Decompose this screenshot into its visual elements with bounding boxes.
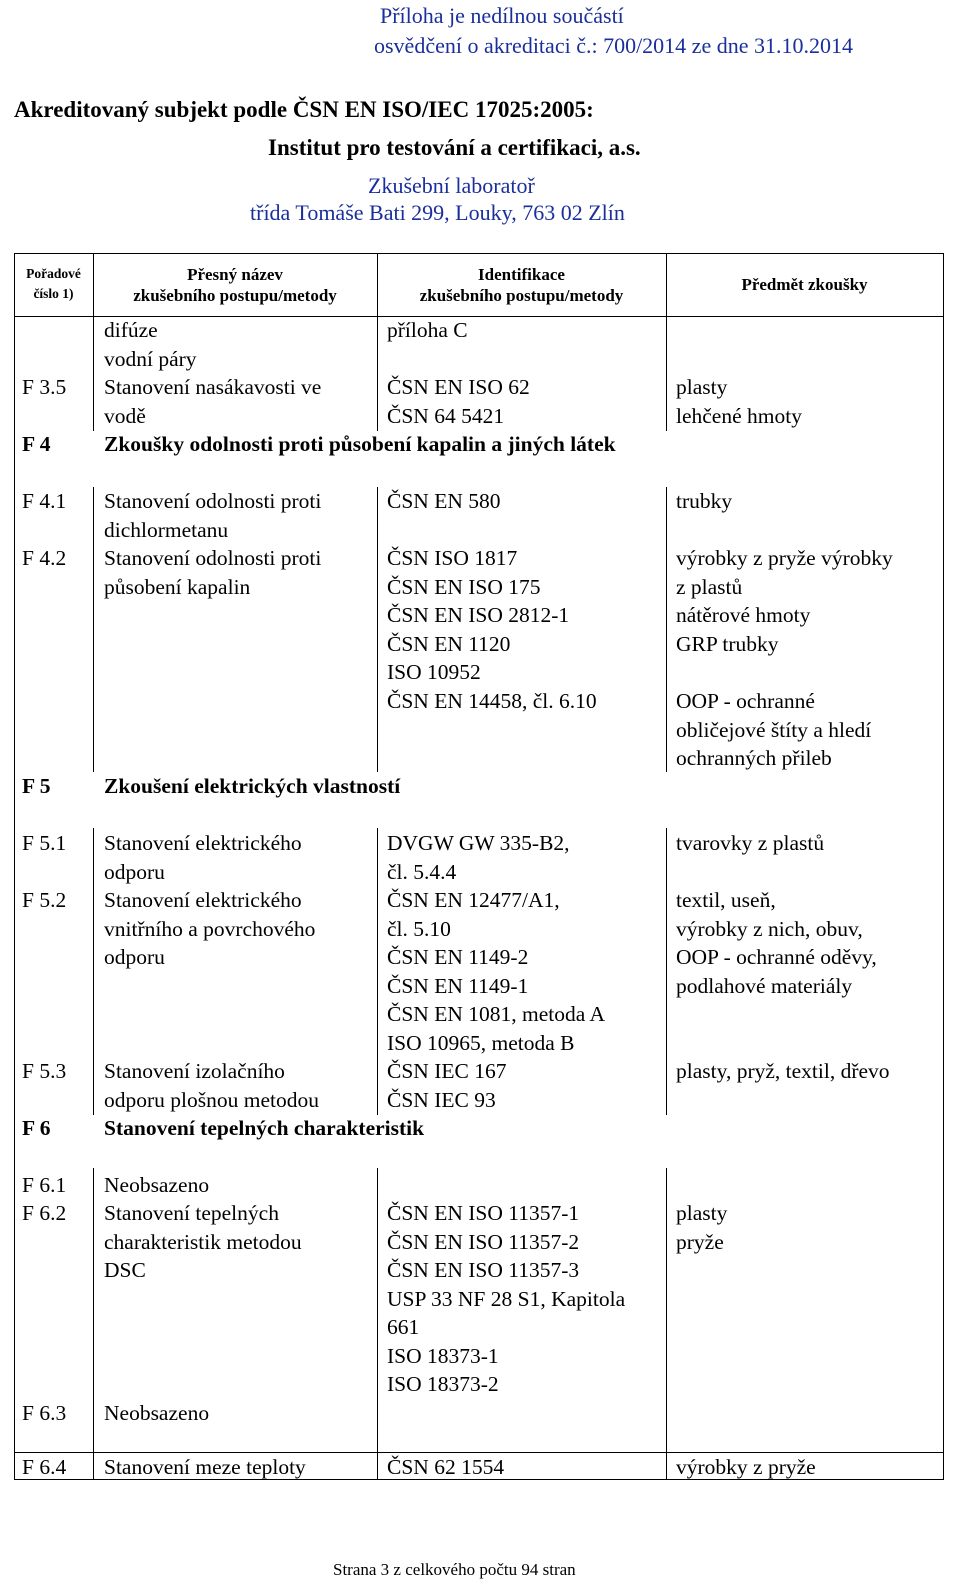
col-subject-header: Předmět zkoušky — [741, 275, 868, 294]
accredited-subject: Akreditovaný subjekt podle ČSN EN ISO/IEC 17025:2005: — [14, 97, 594, 122]
test-subject: plasty — [676, 1201, 728, 1225]
method-ident: ISO 18373-1 — [387, 1344, 499, 1368]
section-title: Zkoušení elektrických vlastností — [104, 774, 401, 798]
test-subject: výrobky z pryže výrobky — [676, 546, 893, 570]
method-name: Stanovení odolnosti proti — [104, 546, 322, 570]
section-title: Zkoušky odolnosti proti působení kapalin a jiných látek — [104, 432, 616, 456]
test-subject: GRP trubky — [676, 632, 779, 656]
row-number: F 4.2 — [22, 546, 67, 570]
row-number: F 6.1 — [22, 1173, 67, 1197]
section-number: F 6 — [22, 1116, 51, 1140]
method-ident: ČSN EN ISO 11357-1 — [387, 1201, 580, 1225]
method-name: difúze — [104, 318, 158, 342]
annex-note-line2: osvědčení o akreditaci č.: 700/2014 ze dne 31.10.2014 — [374, 33, 853, 58]
test-subject: plasty, pryž, textil, dřevo — [676, 1059, 890, 1083]
method-ident: USP 33 NF 28 S1, Kapitola — [387, 1287, 626, 1311]
method-name: Stanovení odolnosti proti — [104, 489, 322, 513]
method-ident: ČSN EN 1149-1 — [387, 974, 529, 998]
method-ident: ČSN EN 1081, metoda A — [387, 1002, 605, 1026]
method-name: vnitřního a povrchového — [104, 917, 316, 941]
method-ident: ČSN EN 14458, čl. 6.10 — [387, 689, 597, 713]
row-number: F 5.2 — [22, 888, 67, 912]
method-ident: ČSN EN 1120 — [387, 632, 511, 656]
test-subject: ochranných přileb — [676, 746, 832, 770]
row-number: F 4.1 — [22, 489, 67, 513]
method-ident: ČSN EN ISO 11357-3 — [387, 1258, 580, 1282]
test-subject: OOP - ochranné oděvy, — [676, 945, 877, 969]
method-ident: ISO 18373-2 — [387, 1372, 499, 1396]
method-name: Stanovení elektrického — [104, 888, 302, 912]
test-subject: podlahové materiály — [676, 974, 853, 998]
row-number: F 6.2 — [22, 1201, 67, 1225]
test-subject: OOP - ochranné — [676, 689, 815, 713]
test-subject: pryže — [676, 1230, 724, 1254]
method-name: Neobsazeno — [104, 1401, 210, 1425]
method-ident: ČSN EN 580 — [387, 489, 501, 513]
lab-name: Zkušební laboratoř — [368, 173, 535, 198]
test-subject: plasty — [676, 375, 728, 399]
section-number: F 4 — [22, 432, 51, 456]
test-subject: výrobky z pryže — [676, 1455, 816, 1479]
method-ident: ČSN EN ISO 11357-2 — [387, 1230, 580, 1254]
row-number: F 6.3 — [22, 1401, 67, 1425]
method-name: charakteristik metodou — [104, 1230, 302, 1254]
col-name-header-line2: zkušebního postupu/metody — [133, 286, 337, 305]
col-ident-header-line2: zkušebního postupu/metody — [419, 286, 624, 305]
method-name: vodní páry — [104, 347, 197, 371]
method-ident: ČSN ISO 1817 — [387, 546, 518, 570]
method-ident: ČSN EN ISO 62 — [387, 375, 530, 399]
method-name: Stanovení elektrického — [104, 831, 302, 855]
col-ident-header-line1: Identifikace — [478, 265, 565, 284]
method-name: DSC — [104, 1258, 146, 1282]
method-name: Neobsazeno — [104, 1173, 210, 1197]
section-title: Stanovení tepelných charakteristik — [104, 1116, 425, 1140]
test-subject: nátěrové hmoty — [676, 603, 811, 627]
method-name: Stanovení tepelných — [104, 1201, 279, 1225]
method-ident: ČSN 64 5421 — [387, 404, 505, 428]
method-ident: ISO 10952 — [387, 660, 481, 684]
method-ident: ČSN IEC 93 — [387, 1088, 496, 1112]
method-ident: ČSN EN 1149-2 — [387, 945, 529, 969]
test-subject: lehčené hmoty — [676, 404, 802, 428]
method-name: odporu plošnou metodou — [104, 1088, 319, 1112]
method-ident: ČSN EN 12477/A1, — [387, 888, 560, 912]
method-ident: ČSN EN ISO 175 — [387, 575, 541, 599]
section-number: F 5 — [22, 774, 51, 798]
test-subject: trubky — [676, 489, 733, 513]
institute-name: Institut pro testování a certifikaci, a.s. — [268, 135, 641, 160]
method-ident: ČSN IEC 167 — [387, 1059, 507, 1083]
row-number: F 5.3 — [22, 1059, 67, 1083]
col-number-header-line2: číslo 1) — [33, 286, 74, 301]
method-name: působení kapalin — [104, 575, 251, 599]
row-number: F 5.1 — [22, 831, 67, 855]
method-name: Stanovení izolačního — [104, 1059, 285, 1083]
lab-address: třída Tomáše Bati 299, Louky, 763 02 Zlín — [250, 200, 625, 225]
col-name-header-line1: Přesný název — [187, 265, 283, 284]
method-name: Stanovení nasákavosti ve — [104, 375, 322, 399]
test-subject: textil, useň, — [676, 888, 776, 912]
method-ident: ISO 10965, metoda B — [387, 1031, 575, 1055]
test-subject: z plastů — [676, 575, 743, 599]
annex-note-line1: Příloha je nedílnou součástí — [380, 3, 624, 28]
row-number: F 3.5 — [22, 375, 67, 399]
method-ident: čl. 5.10 — [387, 917, 451, 941]
method-name: dichlormetanu — [104, 518, 229, 542]
page-footer: Strana 3 z celkového počtu 94 stran — [333, 1560, 576, 1579]
method-ident: 661 — [387, 1315, 420, 1339]
method-ident: ČSN EN ISO 2812-1 — [387, 603, 570, 627]
test-subject: obličejové štíty a hledí — [676, 718, 872, 742]
col-number-header-line1: Pořadové — [26, 266, 81, 281]
method-ident: čl. 5.4.4 — [387, 860, 457, 884]
method-name: Stanovení meze teploty — [104, 1455, 306, 1479]
method-name: vodě — [104, 404, 146, 428]
method-ident: ČSN 62 1554 — [387, 1455, 505, 1479]
method-ident: příloha C — [387, 318, 468, 342]
method-name: odporu — [104, 945, 165, 969]
test-subject: tvarovky z plastů — [676, 831, 825, 855]
test-subject: výrobky z nich, obuv, — [676, 917, 863, 941]
row-number: F 6.4 — [22, 1455, 67, 1479]
method-name: odporu — [104, 860, 165, 884]
method-ident: DVGW GW 335-B2, — [387, 831, 570, 855]
